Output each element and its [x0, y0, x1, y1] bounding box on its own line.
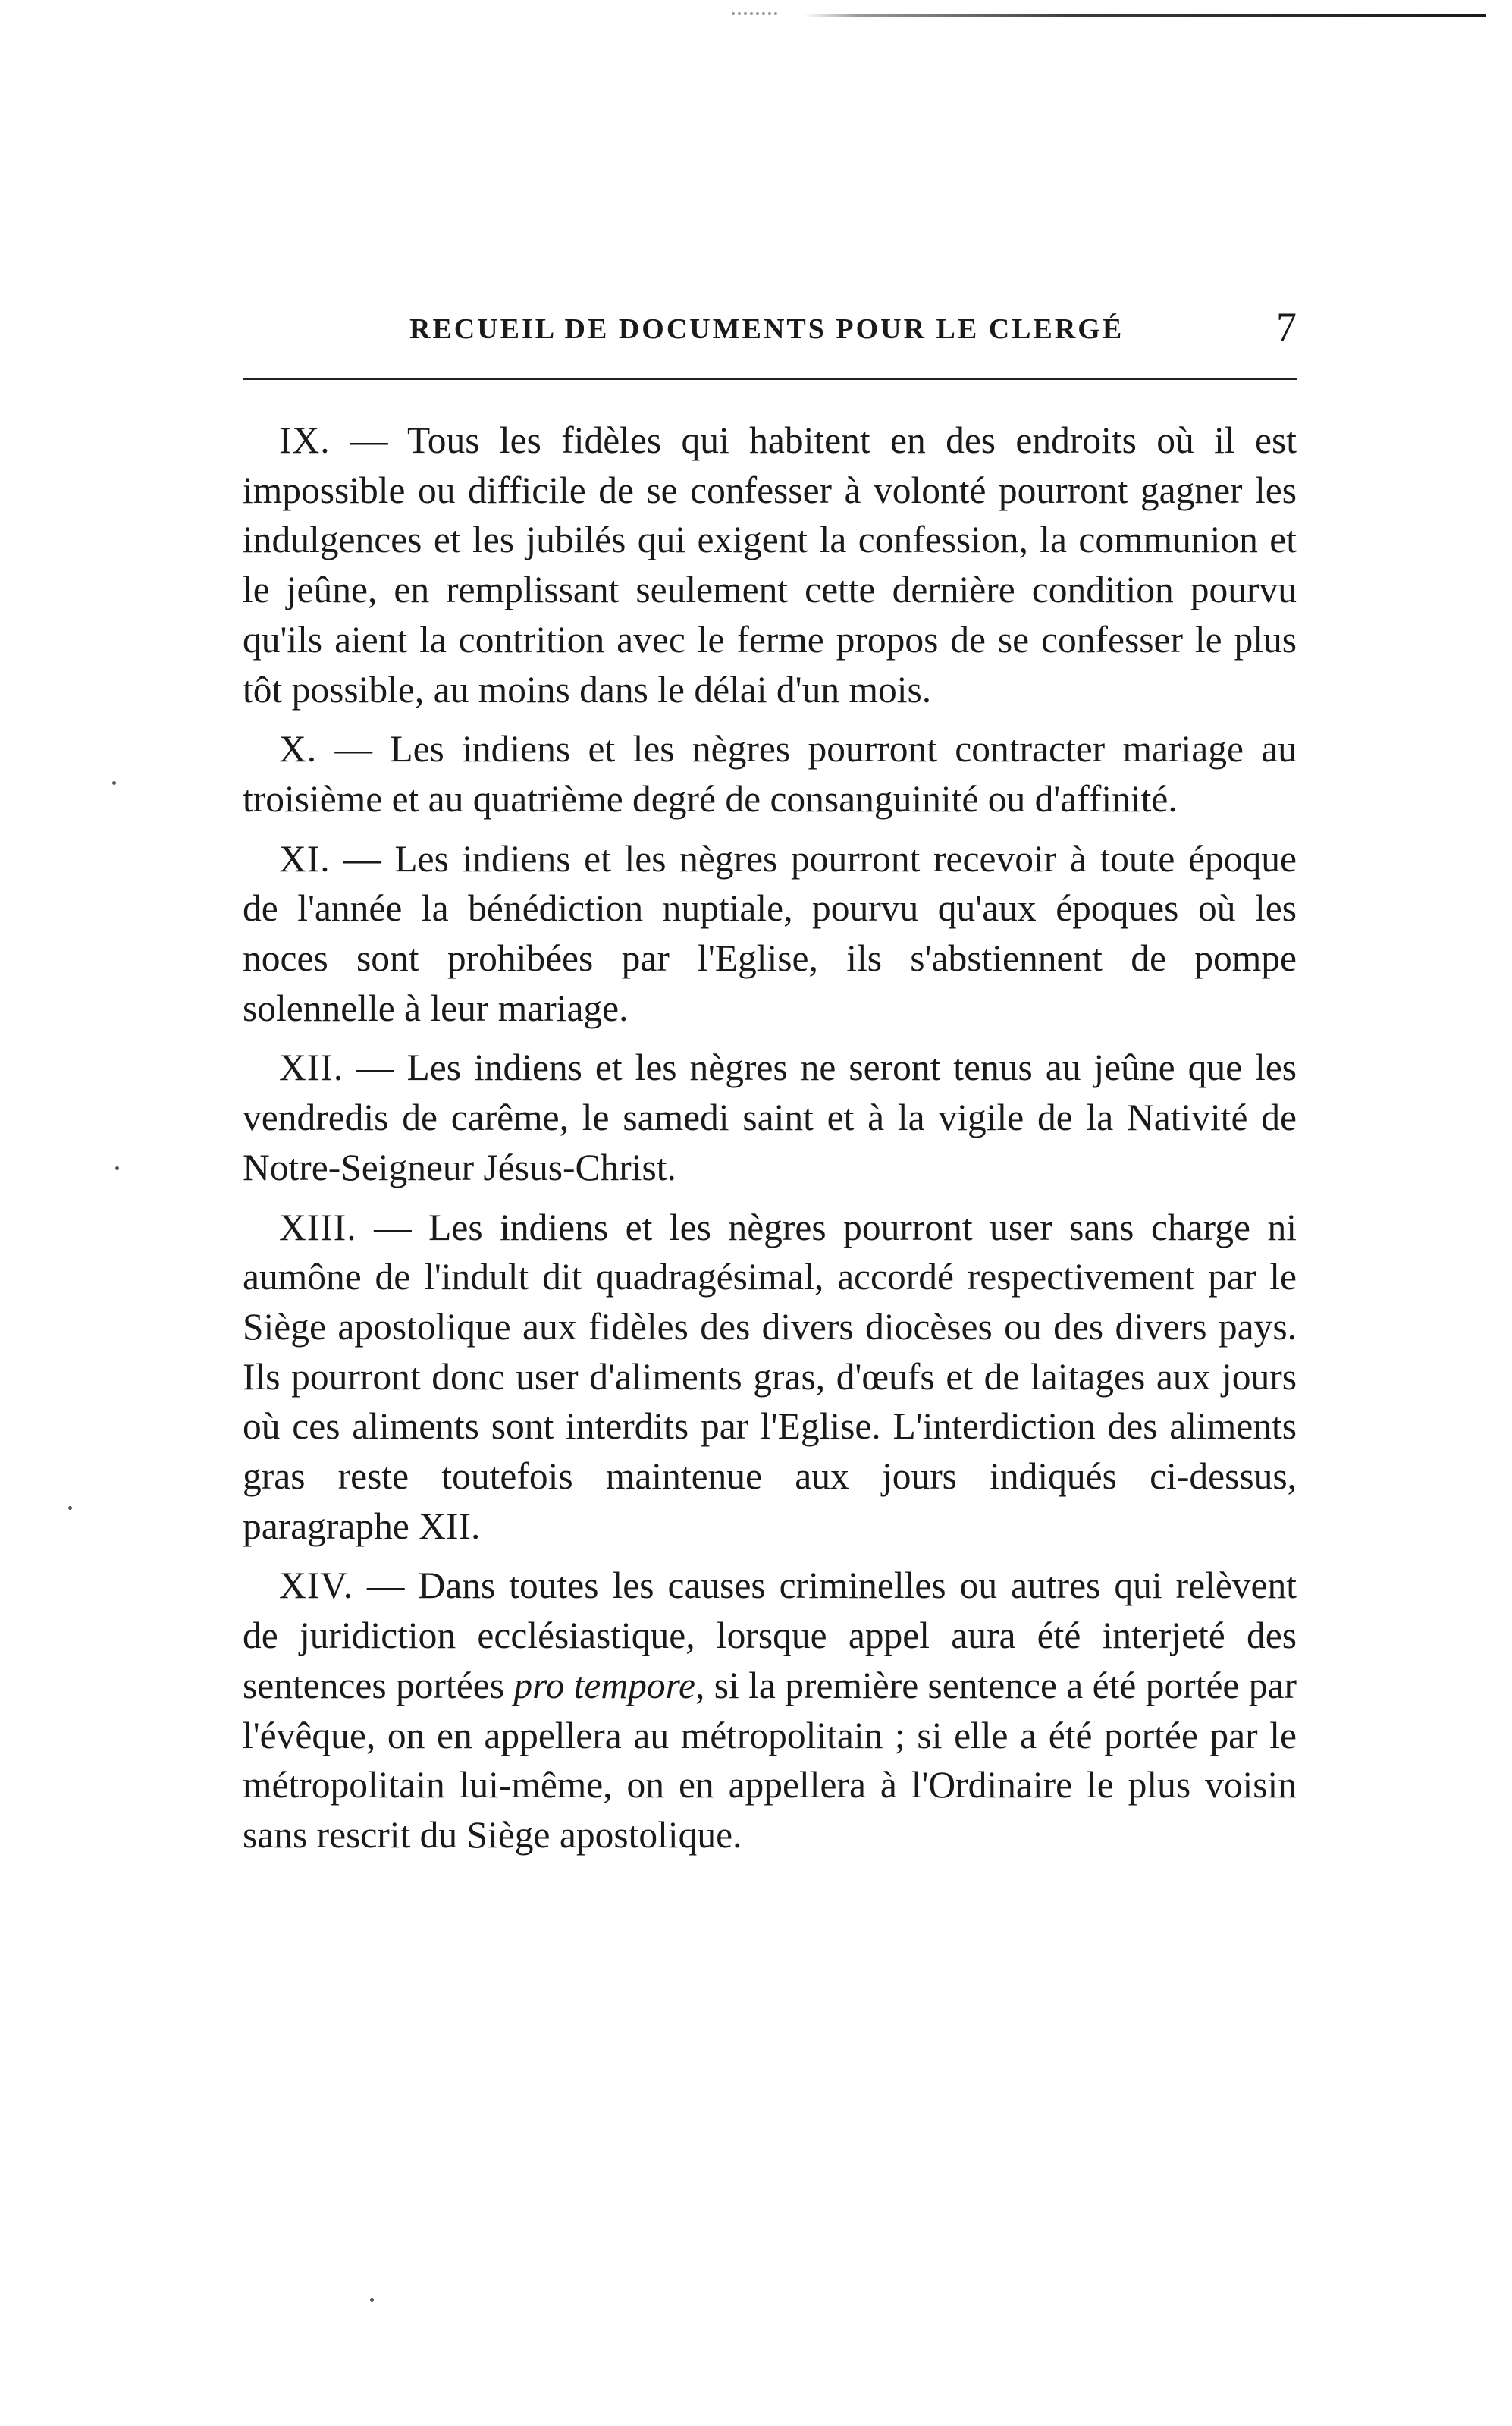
paragraph-text: — Les indiens et les nègres pourront user sans charge ni aumône de l'indult dit quadragésimal, accordé respectivement par le Siège apostolique aux fidèles des divers diocèses ou des divers pays. Ils pourront donc user d'aliments gras, d'œufs et de laitages aux jours où ces aliments sont interdits par l'Eglise. L'interdiction des aliments gras reste toutefois maintenue aux jours indiqués ci-dessus, paragraphe XII.	[243, 1206, 1297, 1547]
paragraph-numeral: XI.	[279, 837, 331, 880]
scan-speck	[370, 2298, 374, 2302]
paragraph-numeral: XII.	[279, 1047, 344, 1089]
body-text	[243, 416, 1297, 1860]
paragraph-italic-phrase: pro tempore	[513, 1664, 696, 1706]
paragraph-numeral: XIV.	[279, 1565, 353, 1607]
running-head	[243, 303, 1297, 364]
paragraph-xi	[243, 834, 1297, 1034]
paragraph-numeral: X.	[279, 728, 318, 770]
paragraph-xiv	[243, 1561, 1297, 1860]
paragraph-ix	[243, 416, 1297, 714]
scan-speck	[115, 1166, 119, 1170]
paragraph-xiii	[243, 1203, 1297, 1552]
paragraph-text-continued: , si la première sentence a été portée par l'évêque, on en appellera au métropolitain ; si elle a été portée par le métropolitain lui-même, on en appellera à l'Ordinaire le plus voisin sans rescrit du Siège apostolique.	[243, 1664, 1297, 1856]
page-number: 7	[1276, 304, 1297, 350]
scan-speck	[68, 1506, 72, 1510]
running-title: RECUEIL DE DOCUMENTS POUR LE CLERGÉ	[409, 313, 1125, 345]
paragraph-xii	[243, 1043, 1297, 1192]
paragraph-text: — Les indiens et les nègres pourront contracter mariage au troisième et au quatrième degré de consanguinité ou d'affinité.	[243, 728, 1297, 820]
paragraph-x	[243, 724, 1297, 824]
paragraph-numeral: XIII.	[279, 1206, 357, 1248]
paragraph-text: — Tous les fidèles qui habitent en des endroits où il est impossible ou difficile de se confesser à volonté pourront gagner les indulgences et les jubilés qui exigent la confession, la communion et le jeûne, en remplissant seulement cette dernière condition pourvu qu'ils aient la contrition avec le ferme propos de se confesser le plus tôt possible, au moins dans le délai d'un mois.	[243, 419, 1297, 711]
scan-speck	[112, 781, 116, 785]
paragraph-text: — Dans toutes les causes criminelles ou autres qui relèvent de juridiction ecclésiastique, lorsque appel aura été interjeté des sentences portées	[243, 1565, 1297, 1706]
paragraph-text: — Les indiens et les nègres pourront recevoir à toute époque de l'année la bénédiction nuptiale, pourvu qu'aux époques où les noces sont prohibées par l'Eglise, ils s'abstiennent de pompe solennelle à leur mariage.	[243, 837, 1297, 1029]
header-rule	[243, 378, 1297, 380]
paragraph-numeral: IX.	[279, 419, 331, 461]
paragraph-text: — Les indiens et les nègres ne seront tenus au jeûne que les vendredis de carême, le samedi saint et à la vigile de la Nativité de Notre-Seigneur Jésus-Christ.	[243, 1047, 1297, 1188]
top-edge-rule	[804, 14, 1486, 17]
top-edge-dots	[732, 12, 777, 20]
